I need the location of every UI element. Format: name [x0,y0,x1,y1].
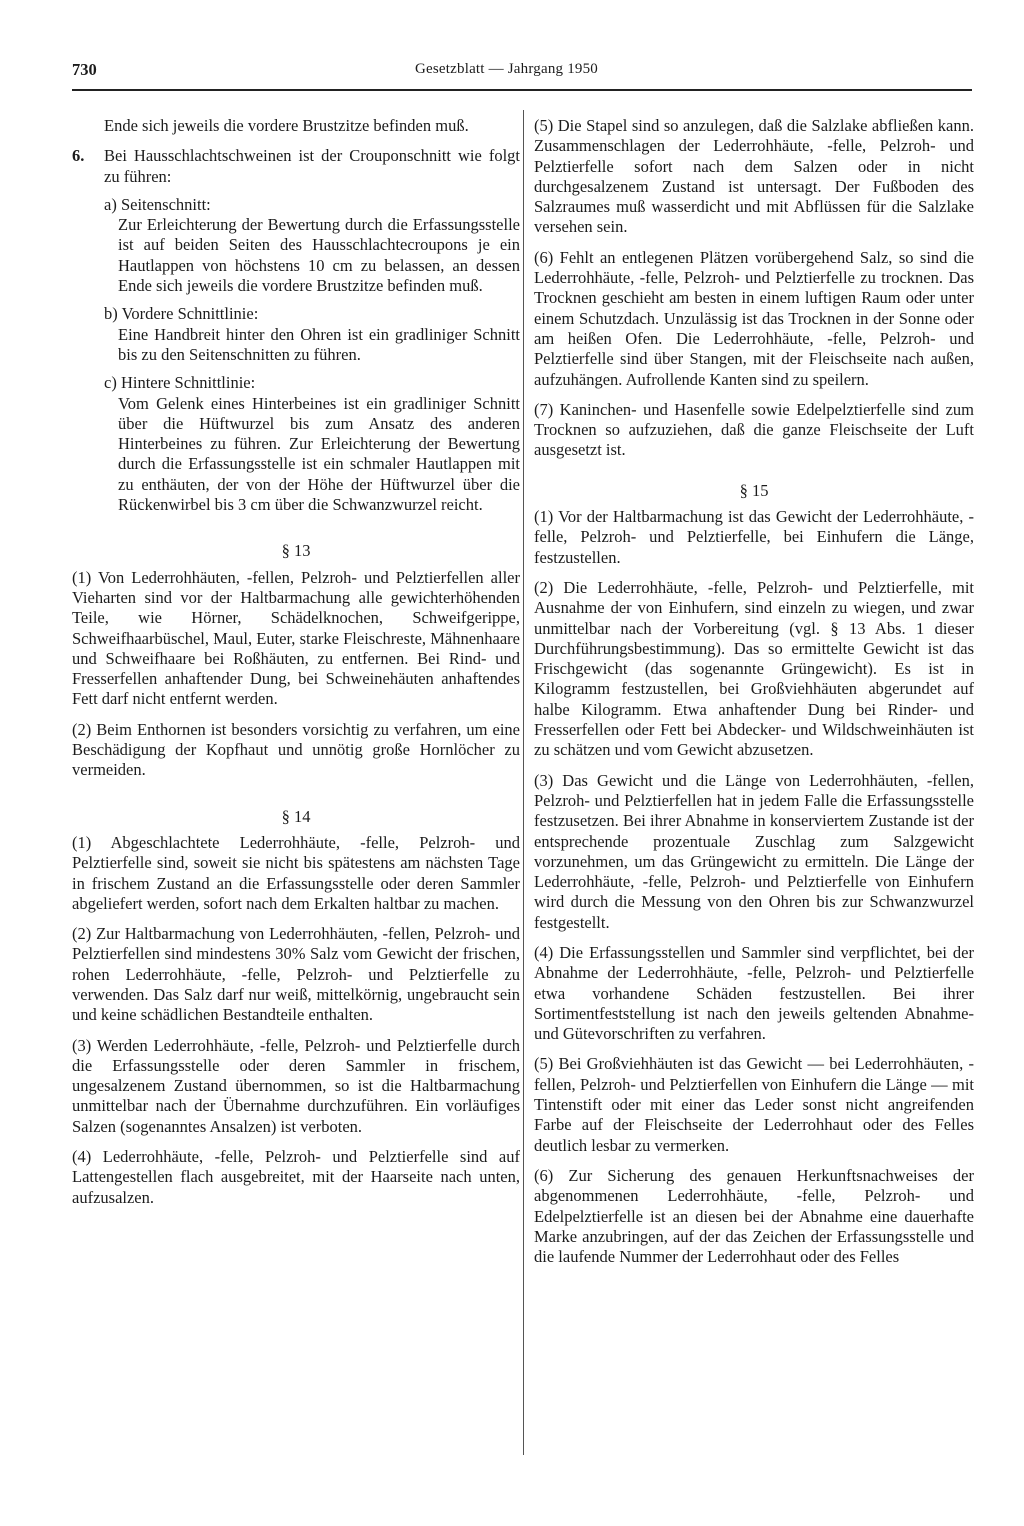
header-rule [72,89,972,91]
subitem-heading: c) Hintere Schnittlinie: [104,373,256,393]
subitem-text: Zur Erleichterung der Bewertung durch die Erfassungsstelle ist auf beiden Seiten des Hausschlachtecroupons je ein Hautlappen von höchstens 10 cm zu belassen, an dessen Ende sich jeweils die vordere Brustzitze befinden muß. [118,215,520,296]
page-header [0,52,1024,82]
subitem-text: Eine Handbreit hinter den Ohren ist ein gradliniger Schnitt bis zu den Seitenschnitten zu führen. [118,324,520,364]
subitem-b [104,304,520,365]
section-14-body [72,833,520,1208]
paragraph: (4) Die Erfassungsstellen und Sammler sind verpflichtet, bei der Abnahme der Lederrohhäute, -felle, Pelzroh- und Pelztierfelle etwa vorhandene Schäden festzustellen. Bei ihrer Sortimentfeststellung ist nach den jeweils geltenden Abnahme- und Gütevorschriften zu verfahren. [534,942,974,1044]
column-divider [523,110,524,1455]
paragraph: (1) Vor der Haltbarmachung ist das Gewicht der Lederrohhäute, -felle, Pelzroh- und Pelztierfelle, bei Einhufern die Länge, festzustellen. [534,507,974,567]
section-heading-13: § 13 [281,541,311,561]
right-column [534,116,974,1267]
running-title: Gesetzblatt — Jahrgang 1950 [415,61,598,77]
paragraph: (6) Fehlt an entlegenen Plätzen vorübergehend Salz, so sind die Lederrohhäute, -felle, Pelzroh- und Pelztierfelle zu trocknen. Das Trocknen geschieht am besten in einem luftigen Raum oder unter einem Schutzdach. Unzulässig ist das Trocknen in der Sonne oder am heißen Ofen. Die Lederrohhäute, -felle, Pelzroh- und Pelztierfelle sind über Stangen, mit der Fleischseite nach außen, aufzuhängen. Aufrollende Kanten sind zu speilern. [534,247,974,389]
paragraph: (5) Die Stapel sind so anzulegen, daß die Salzlake abfließen kann. Zusammenschlagen der Lederrohhäute, -felle, Pelzroh- und Pelztierfelle sofort nach dem Salzen oder in nicht durchgesalzenem Zustand ist untersagt. Der Fußboden des Salzraumes muß wasserdicht und mit Abflüssen für die Salzlake versehen sein. [534,116,974,237]
list-item-6 [72,146,520,187]
paragraph: (6) Zur Sicherung des genauen Herkunftsnachweises der abgenommenen Lederrohhäute, -felle, Pelzroh- und Edelpelztierfelle ist an diesen bei der Abnahme eine dauerhafte Marke anzubringen, auf der das Zeichen der Erfassungsstelle und die laufende Nummer der Lederrohhaut oder des Felles [534,1165,974,1267]
paragraph: (1) Abgeschlachtete Lederrohhäute, -felle, Pelzroh- und Pelztierfelle sind, soweit sie nicht bis spätestens am nächsten Tage in frischem Zustand an die Erfassungsstelle oder deren Sammler abgeliefert werden, sofort nach dem Erkalten haltbar zu machen. [72,832,520,913]
page-number: 730 [72,60,97,79]
paragraph: (2) Zur Haltbarmachung von Lederrohhäuten, -fellen, Pelzroh- und Pelztierfellen sind mindestens 30% Salz vom Gewicht der frischen, rohen Lederrohhäute, -felle, Pelzroh- und Pelztierfelle zu verwenden. Das Salz darf nur weiß, mittelkörnig, ungebraucht sein und keine schädlichen Bestandteile enthalten. [72,924,520,1025]
subitem-c [104,373,520,515]
left-column [72,116,520,1208]
paragraph: (3) Das Gewicht und die Länge von Lederrohhäuten, -fellen, Pelzroh- und Pelztierfellen hat in jedem Falle die Erfassungsstelle festzusetzen. Bei ihrer Abnahme in konserviertem Zustande ist der entsprechende prozentuale Zuschlag zum Salzgewicht vorzunehmen, um das Grüngewicht zu ermitteln. Die Länge der Lederrohhäute, -felle, Pelzroh- und Pelztierfelle von Einhufern wird durch die Messung von den Ohren bis zur Schwanzwurzel festgestellt. [534,770,974,932]
subitem-text: Vom Gelenk eines Hinterbeines ist ein gradliniger Schnitt über die Hüftwurzel bis zum Ansatz des anderen Hinterbeines zu führen. Zur Erleichterung der Bewertung durch die Erfassungsstelle ist ein schmaler Hautlappen mit zu enthäuten, der von der Höhe der Hüftwurzel über die Rückenwirbel bis 3 cm über die Schwanzwurzel reicht. [118,393,520,515]
section-14-continued [534,116,974,461]
section-15-body [534,507,974,1267]
paragraph: (4) Lederrohhäute, -felle, Pelzroh- und Pelztierfelle sind auf Lattengestellen flach ausgebreitet, mit der Haarseite nach unten, aufzusalzen. [72,1147,520,1207]
section-heading-14: § 14 [281,806,311,826]
subitem-heading: b) Vordere Schnittlinie: [104,304,259,324]
section-13-body [72,568,520,781]
section-heading-15: § 15 [739,480,769,500]
subitem-heading: a) Seitenschnitt: [104,194,211,214]
list-item-text: Bei Hausschlachtschweinen ist der Crouponschnitt wie folgt zu führen: [104,146,520,186]
subitem-a [104,195,520,296]
paragraph: (1) Von Lederrohhäuten, -fellen, Pelzroh- und Pelztierfellen aller Vieharten sind vor der Haltbarmachung alle gewichterhöhenden Teile, wie Hörner, Schädelknochen, Schweifgerippe, Schweifhaarbüschel, Maul, Euter, starke Fleischreste, Mähnenhaare und Schweifhaare bei Roßhäuten, zu entfernen. Bei Rind- und Fresserfellen anhaftender Dung, bei Schweinehäuten anhaftendes Fett darf nicht entfernt werden. [72,567,520,709]
paragraph: (7) Kaninchen- und Hasenfelle sowie Edelpelztierfelle sind zum Trocknen so aufzuziehen, daß die ganze Fleischseite der Luft ausgesetzt ist. [534,399,974,460]
paragraph: (2) Beim Enthornen ist besonders vorsichtig zu verfahren, um eine Beschädigung der Kopfhaut und unnötig große Hornlöcher zu vermeiden. [72,719,520,780]
paragraph: (3) Werden Lederrohhäute, -felle, Pelzroh- und Pelztierfelle durch die Erfassungsstelle oder deren Sammler in frischem, ungesalzenem Zustand übernommen, so ist die Haltbarmachung unmittelbar nach der Übernahme durchzuführen. Ein vorläufiges Salzen (sogenanntes Ansalzen) ist verboten. [72,1035,520,1136]
continued-text: Ende sich jeweils die vordere Brustzitze befinden muß. [104,116,469,135]
paragraph: (5) Bei Großviehhäuten ist das Gewicht — bei Lederrohhäuten, -fellen, Pelzroh- und Pelztierfellen von Einhufern die Länge — mit Tintenstift oder mit einer das Leder sonst nicht angreifenden Farbe auf der Fleischseite der Lederrohhaut oder des Felles deutlich lesbar zu vermerken. [534,1054,974,1155]
list-item-number: 6. [72,146,85,166]
paragraph: (2) Die Lederrohhäute, -felle, Pelzroh- und Pelztierfelle, mit Ausnahme der von Einhufern, sind einzeln zu wiegen, und zwar unmittelbar nach der Vorbereitung (vgl. § 13 Abs. 1 dieser Durchführungsbestimmung). Das so ermittelte Gewicht ist das Frischgewicht (das sogenannte Grüngewicht). Es ist in Kilogramm festzustellen, bei Großviehhäuten abgerundet auf halbe Kilogramm. Etwa anhaftender Dung bei Rinder- und Fresserfellen oder Fett bei Abdecker- und Wildschweinhäuten ist zu schätzen und vom Gewicht abzusetzen. [534,577,974,760]
